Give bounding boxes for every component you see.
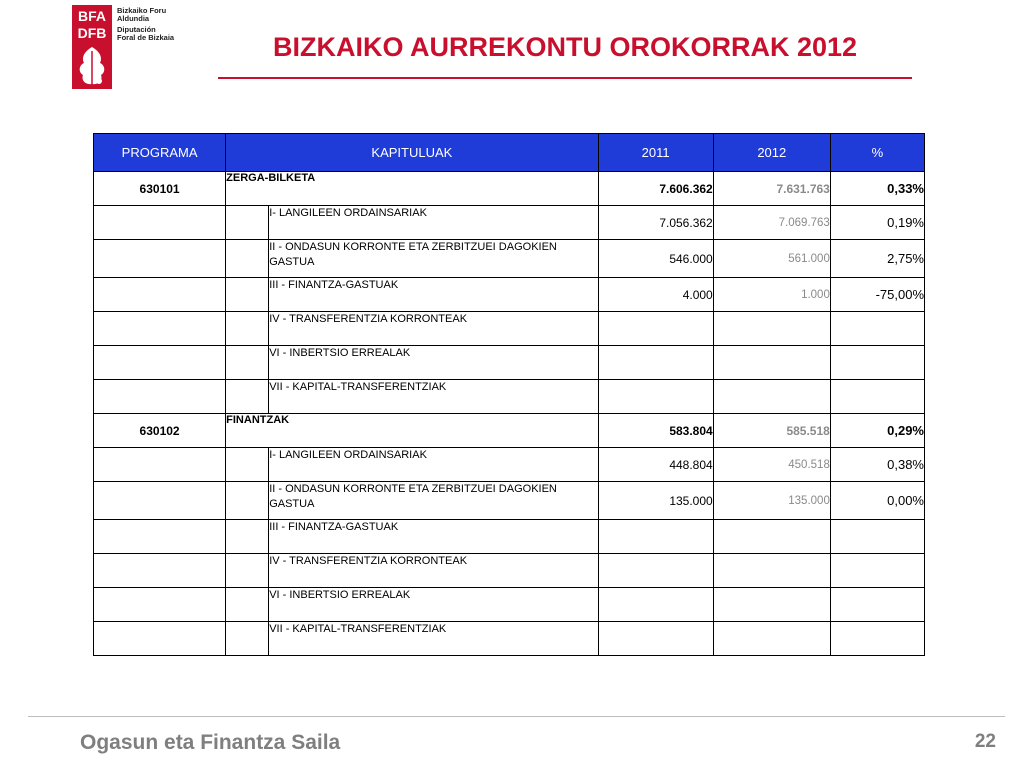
indent-cell [226,520,269,554]
kapitulua-label: VII - KAPITAL-TRANSFERENTZIAK [269,622,598,656]
value-2011 [598,554,713,588]
value-2012 [713,520,830,554]
value-2012 [713,346,830,380]
bizkaia-logo [72,5,182,95]
indent-cell [226,206,269,240]
value-percent [830,588,924,622]
programa-code [94,206,226,240]
programa-code [94,482,226,520]
value-percent: -75,00% [830,278,924,312]
programa-code [94,448,226,482]
logo-text-b2: Foral de Bizkaia [117,33,175,42]
table-row [94,172,925,206]
value-2011: 7.056.362 [598,206,713,240]
value-percent: 0,33% [830,172,924,206]
programa-code: 630102 [94,414,226,448]
value-2012: 1.000 [713,278,830,312]
indent-cell [226,346,269,380]
value-2011: 546.000 [598,240,713,278]
value-2012 [713,312,830,346]
value-percent [830,520,924,554]
logo-emblem [72,5,112,89]
programa-code [94,312,226,346]
value-2011: 135.000 [598,482,713,520]
table-row [94,240,925,278]
value-percent: 2,75% [830,240,924,278]
kapitulua-label: ZERGA-BILKETA [226,172,598,206]
programa-code [94,554,226,588]
kapitulua-label: III - FINANTZA-GASTUAK [269,520,598,554]
value-2012: 135.000 [713,482,830,520]
page-title: BIZKAIKO AURREKONTU OROKORRAK 2012 [272,32,858,62]
value-percent: 0,00% [830,482,924,520]
kapitulua-label: II - ONDASUN KORRONTE ETA ZERBITZUEI DAGOKIEN GASTUA [269,240,598,278]
table-row [94,622,925,656]
programa-code [94,240,226,278]
indent-cell [226,482,269,520]
value-percent [830,380,924,414]
indent-cell [226,312,269,346]
value-percent [830,554,924,588]
budget-table [93,133,925,656]
table-row [94,380,925,414]
kapitulua-label: VII - KAPITAL-TRANSFERENTZIAK [269,380,598,414]
title-divider [218,77,912,79]
page-number: 22 [974,731,996,752]
indent-cell [226,380,269,414]
kapitulua-label: FINANTZAK [226,414,598,448]
value-percent [830,312,924,346]
table-row [94,346,925,380]
value-2012 [713,554,830,588]
value-2011: 7.606.362 [598,172,713,206]
value-2011 [598,588,713,622]
table-row [94,554,925,588]
indent-cell [226,588,269,622]
kapitulua-label: VI - INBERTSIO ERREALAK [269,588,598,622]
table-row [94,482,925,520]
value-2011 [598,312,713,346]
value-2011 [598,346,713,380]
programa-code [94,520,226,554]
footer-department: Ogasun eta Finantza Saila [80,731,341,754]
footer-divider [28,716,1005,717]
header-2011: 2011 [598,134,713,172]
logo-line-2: DFB [77,25,107,41]
value-2012 [713,588,830,622]
programa-code [94,346,226,380]
programa-code [94,622,226,656]
table-row [94,312,925,346]
programa-code: 630101 [94,172,226,206]
kapitulua-label: VI - INBERTSIO ERREALAK [269,346,598,380]
value-percent: 0,19% [830,206,924,240]
kapitulua-label: I- LANGILEEN ORDAINSARIAK [269,206,598,240]
table-row [94,448,925,482]
logo-line-1: BFA [78,8,106,24]
value-2011 [598,622,713,656]
table-header-row [94,134,925,172]
kapitulua-label: I- LANGILEEN ORDAINSARIAK [269,448,598,482]
value-2012: 7.069.763 [713,206,830,240]
value-2012: 450.518 [713,448,830,482]
value-2012: 7.631.763 [713,172,830,206]
table-row [94,588,925,622]
logo-text-b1: Diputación [117,25,156,34]
oak-leaf-icon [75,45,109,87]
value-2011: 448.804 [598,448,713,482]
value-percent: 0,38% [830,448,924,482]
header-kapituluak: KAPITULUAK [226,134,598,172]
value-percent: 0,29% [830,414,924,448]
header-programa: PROGRAMA [94,134,226,172]
kapitulua-label: IV - TRANSFERENTZIA KORRONTEAK [269,312,598,346]
logo-text-a2: Aldundia [117,14,150,23]
header-percent: % [830,134,924,172]
table-row [94,414,925,448]
kapitulua-label: IV - TRANSFERENTZIA KORRONTEAK [269,554,598,588]
indent-cell [226,448,269,482]
programa-code [94,588,226,622]
kapitulua-label: III - FINANTZA-GASTUAK [269,278,598,312]
value-percent [830,346,924,380]
value-2011 [598,380,713,414]
logo-text-a1: Bizkaiko Foru [117,6,167,15]
programa-code [94,278,226,312]
table-row [94,278,925,312]
value-2012: 585.518 [713,414,830,448]
value-percent [830,622,924,656]
value-2011 [598,520,713,554]
value-2012: 561.000 [713,240,830,278]
table-row [94,520,925,554]
indent-cell [226,554,269,588]
value-2011: 583.804 [598,414,713,448]
table-row [94,206,925,240]
indent-cell [226,622,269,656]
value-2012 [713,622,830,656]
value-2011: 4.000 [598,278,713,312]
indent-cell [226,240,269,278]
value-2012 [713,380,830,414]
header-2012: 2012 [713,134,830,172]
programa-code [94,380,226,414]
indent-cell [226,278,269,312]
kapitulua-label: II - ONDASUN KORRONTE ETA ZERBITZUEI DAGOKIEN GASTUA [269,482,598,520]
